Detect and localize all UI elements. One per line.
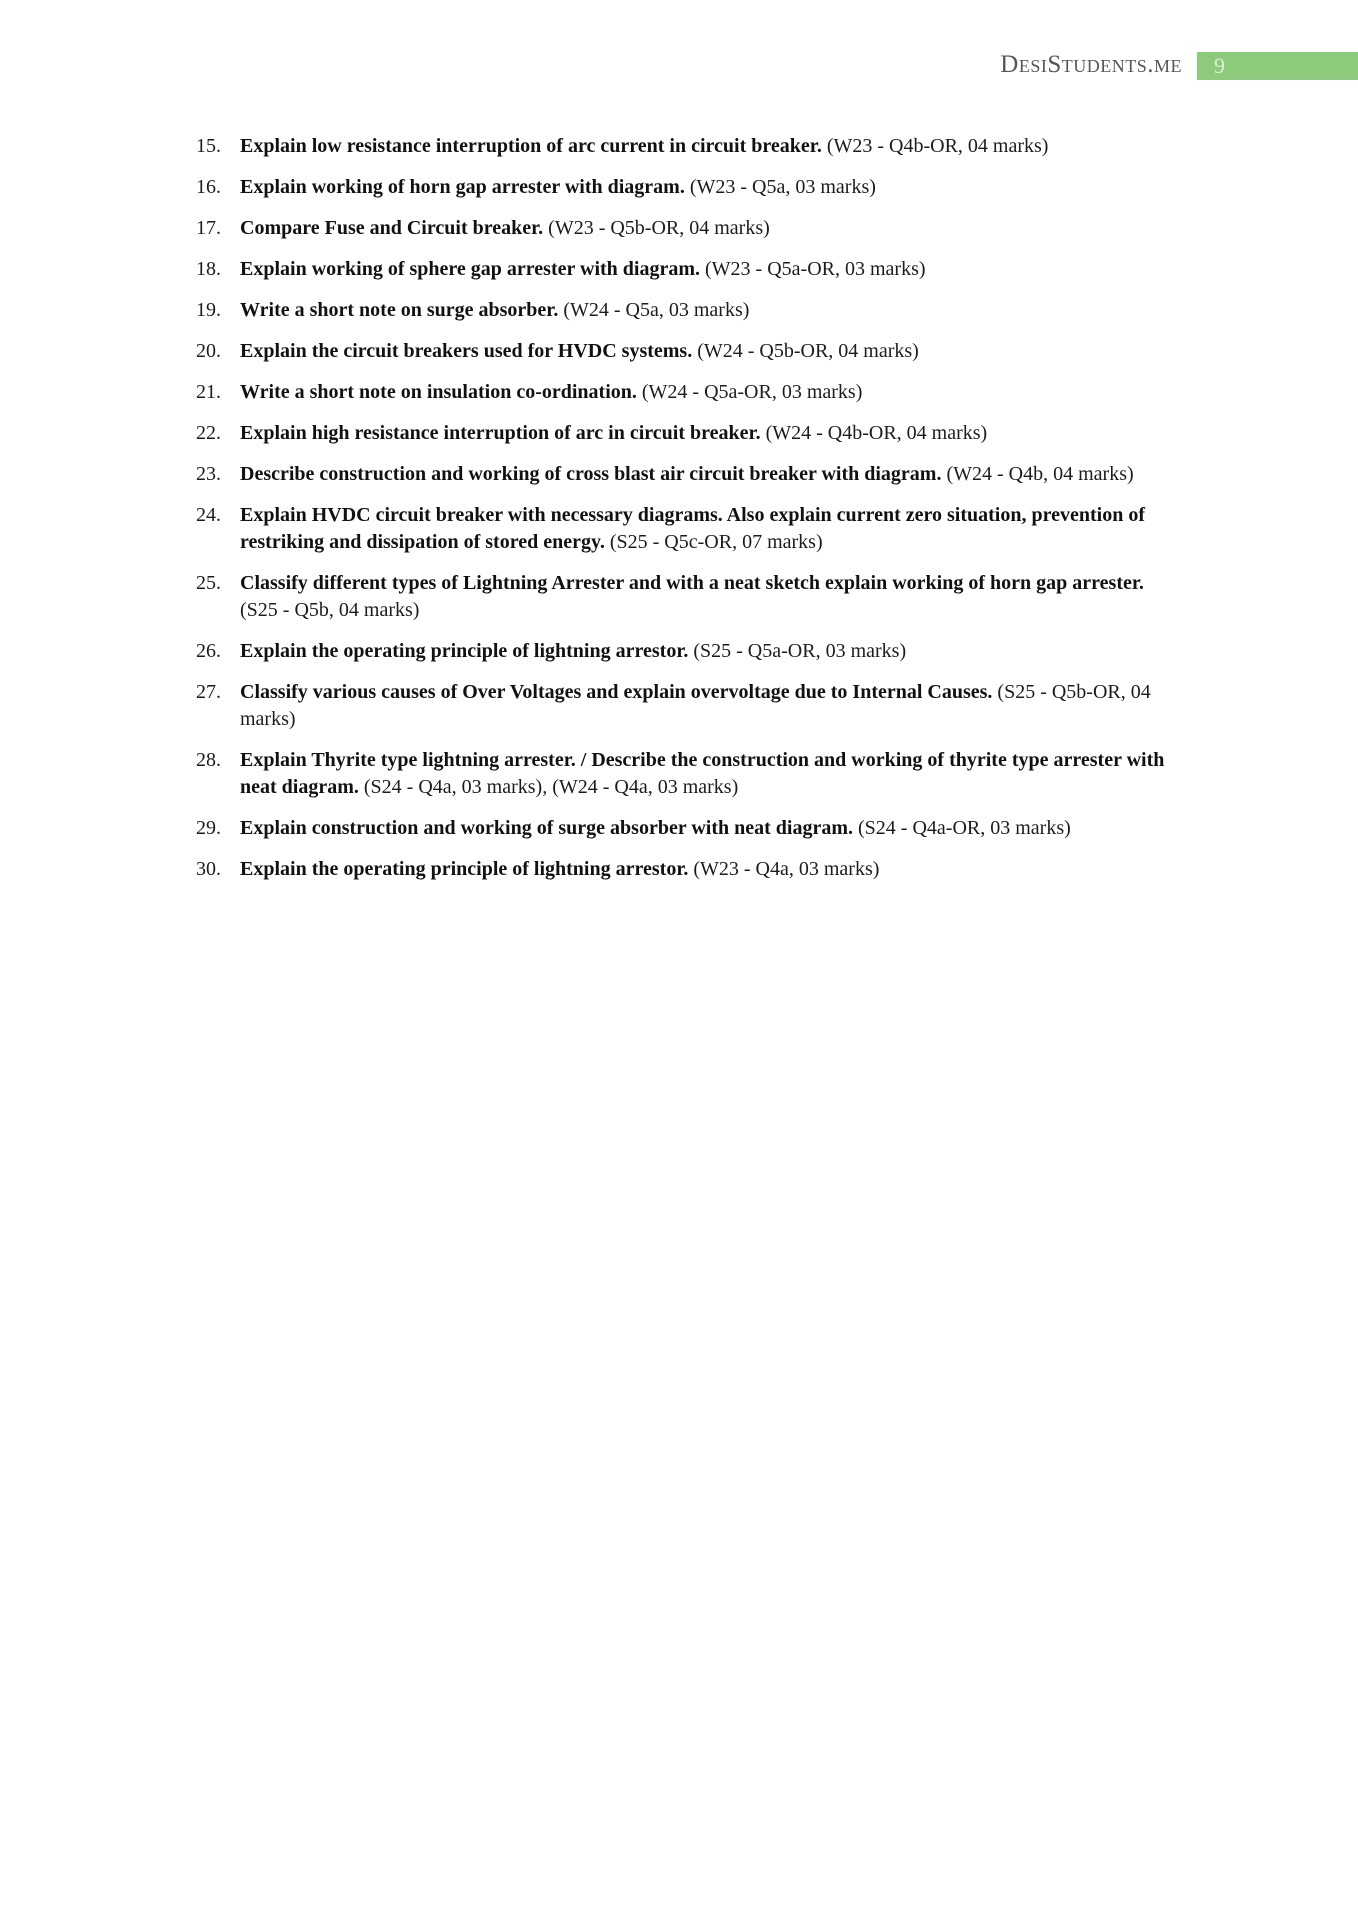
question-content [240, 502, 1181, 556]
question-number: 25. [196, 572, 221, 594]
question-citation: (S24 - Q4a, 03 marks), (W24 - Q4a, 03 marks) [363, 776, 739, 798]
question-number: 20. [196, 340, 221, 362]
question-citation: (W23 - Q5b-OR, 04 marks) [548, 217, 770, 239]
question-number: 29. [196, 817, 221, 839]
question-text: Write a short note on surge absorber. [240, 299, 559, 321]
question-text: Explain working of sphere gap arrester with diagram. [240, 258, 701, 280]
question-content [240, 856, 1181, 883]
question-item [196, 502, 1181, 556]
question-number: 16. [196, 176, 221, 198]
question-content [240, 379, 1181, 406]
question-text: Write a short note on insulation co-ordination. [240, 381, 637, 403]
question-item [196, 174, 1181, 201]
question-content [240, 338, 1181, 365]
question-content [240, 815, 1181, 842]
question-content [240, 174, 1181, 201]
question-number: 23. [196, 463, 221, 485]
question-citation: (S25 - Q5a-OR, 03 marks) [693, 640, 907, 662]
question-text: Explain HVDC circuit breaker with necessary diagrams. Also explain current zero situation, prevention of restriking and dissipation of stored energy. [240, 504, 1145, 553]
question-content [240, 570, 1181, 624]
question-number: 18. [196, 258, 221, 280]
question-text: Explain Thyrite type lightning arrester. / Describe the construction and working of thyrite type arrester with neat diagram. [240, 749, 1165, 798]
question-text: Explain the circuit breakers used for HVDC systems. [240, 340, 693, 362]
question-content [240, 215, 1181, 242]
question-content [240, 747, 1181, 801]
question-list [196, 133, 1181, 897]
question-citation: (W23 - Q4a, 03 marks) [693, 858, 880, 880]
question-content [240, 461, 1181, 488]
question-citation: (W23 - Q5a-OR, 03 marks) [705, 258, 926, 280]
question-number: 21. [196, 381, 221, 403]
question-content [240, 297, 1181, 324]
site-title: DesiStudents.me [1000, 51, 1182, 78]
question-citation: (W24 - Q5a, 03 marks) [563, 299, 750, 321]
question-number: 26. [196, 640, 221, 662]
question-citation: (S24 - Q4a-OR, 03 marks) [858, 817, 1071, 839]
question-item [196, 570, 1181, 624]
question-text: Compare Fuse and Circuit breaker. [240, 217, 544, 239]
question-item [196, 747, 1181, 801]
question-number: 19. [196, 299, 221, 321]
question-citation: (W24 - Q4b, 04 marks) [946, 463, 1134, 485]
question-content [240, 133, 1181, 160]
question-item [196, 338, 1181, 365]
question-citation: (S25 - Q5b-OR, 04 marks) [240, 681, 1151, 730]
question-citation: (W24 - Q5b-OR, 04 marks) [697, 340, 919, 362]
question-number: 30. [196, 858, 221, 880]
question-text: Explain the operating principle of lightning arrestor. [240, 858, 689, 880]
question-text: Classify different types of Lightning Arrester and with a neat sketch explain working of horn gap arrester. [240, 572, 1144, 594]
question-item [196, 461, 1181, 488]
question-citation: (S25 - Q5c-OR, 07 marks) [609, 531, 823, 553]
question-item [196, 297, 1181, 324]
question-citation: (W23 - Q5a, 03 marks) [689, 176, 876, 198]
question-citation: (S25 - Q5b, 04 marks) [240, 599, 420, 621]
question-content [240, 638, 1181, 665]
question-citation: (W24 - Q5a-OR, 03 marks) [641, 381, 863, 403]
question-item [196, 638, 1181, 665]
question-citation: (W24 - Q4b-OR, 04 marks) [765, 422, 988, 444]
question-text: Explain high resistance interruption of arc in circuit breaker. [240, 422, 761, 444]
question-item [196, 379, 1181, 406]
question-text: Explain the operating principle of lightning arrestor. [240, 640, 689, 662]
question-item [196, 133, 1181, 160]
question-text: Classify various causes of Over Voltages and explain overvoltage due to Internal Causes. [240, 681, 993, 703]
question-text: Explain working of horn gap arrester with diagram. [240, 176, 685, 198]
question-item [196, 420, 1181, 447]
question-content [240, 420, 1181, 447]
page-header [0, 50, 1358, 80]
question-item [196, 215, 1181, 242]
question-text: Explain low resistance interruption of arc current in circuit breaker. [240, 135, 822, 157]
question-number: 15. [196, 135, 221, 157]
question-number: 28. [196, 749, 221, 771]
page-number-badge: 9 [1197, 52, 1358, 80]
question-citation: (W23 - Q4b-OR, 04 marks) [826, 135, 1049, 157]
question-content [240, 256, 1181, 283]
question-number: 24. [196, 504, 221, 526]
question-number: 22. [196, 422, 221, 444]
question-content [240, 679, 1181, 733]
question-number: 17. [196, 217, 221, 239]
question-text: Describe construction and working of cross blast air circuit breaker with diagram. [240, 463, 942, 485]
question-text: Explain construction and working of surge absorber with neat diagram. [240, 817, 854, 839]
question-item [196, 256, 1181, 283]
question-item [196, 856, 1181, 883]
question-item [196, 815, 1181, 842]
question-number: 27. [196, 681, 221, 703]
question-item [196, 679, 1181, 733]
